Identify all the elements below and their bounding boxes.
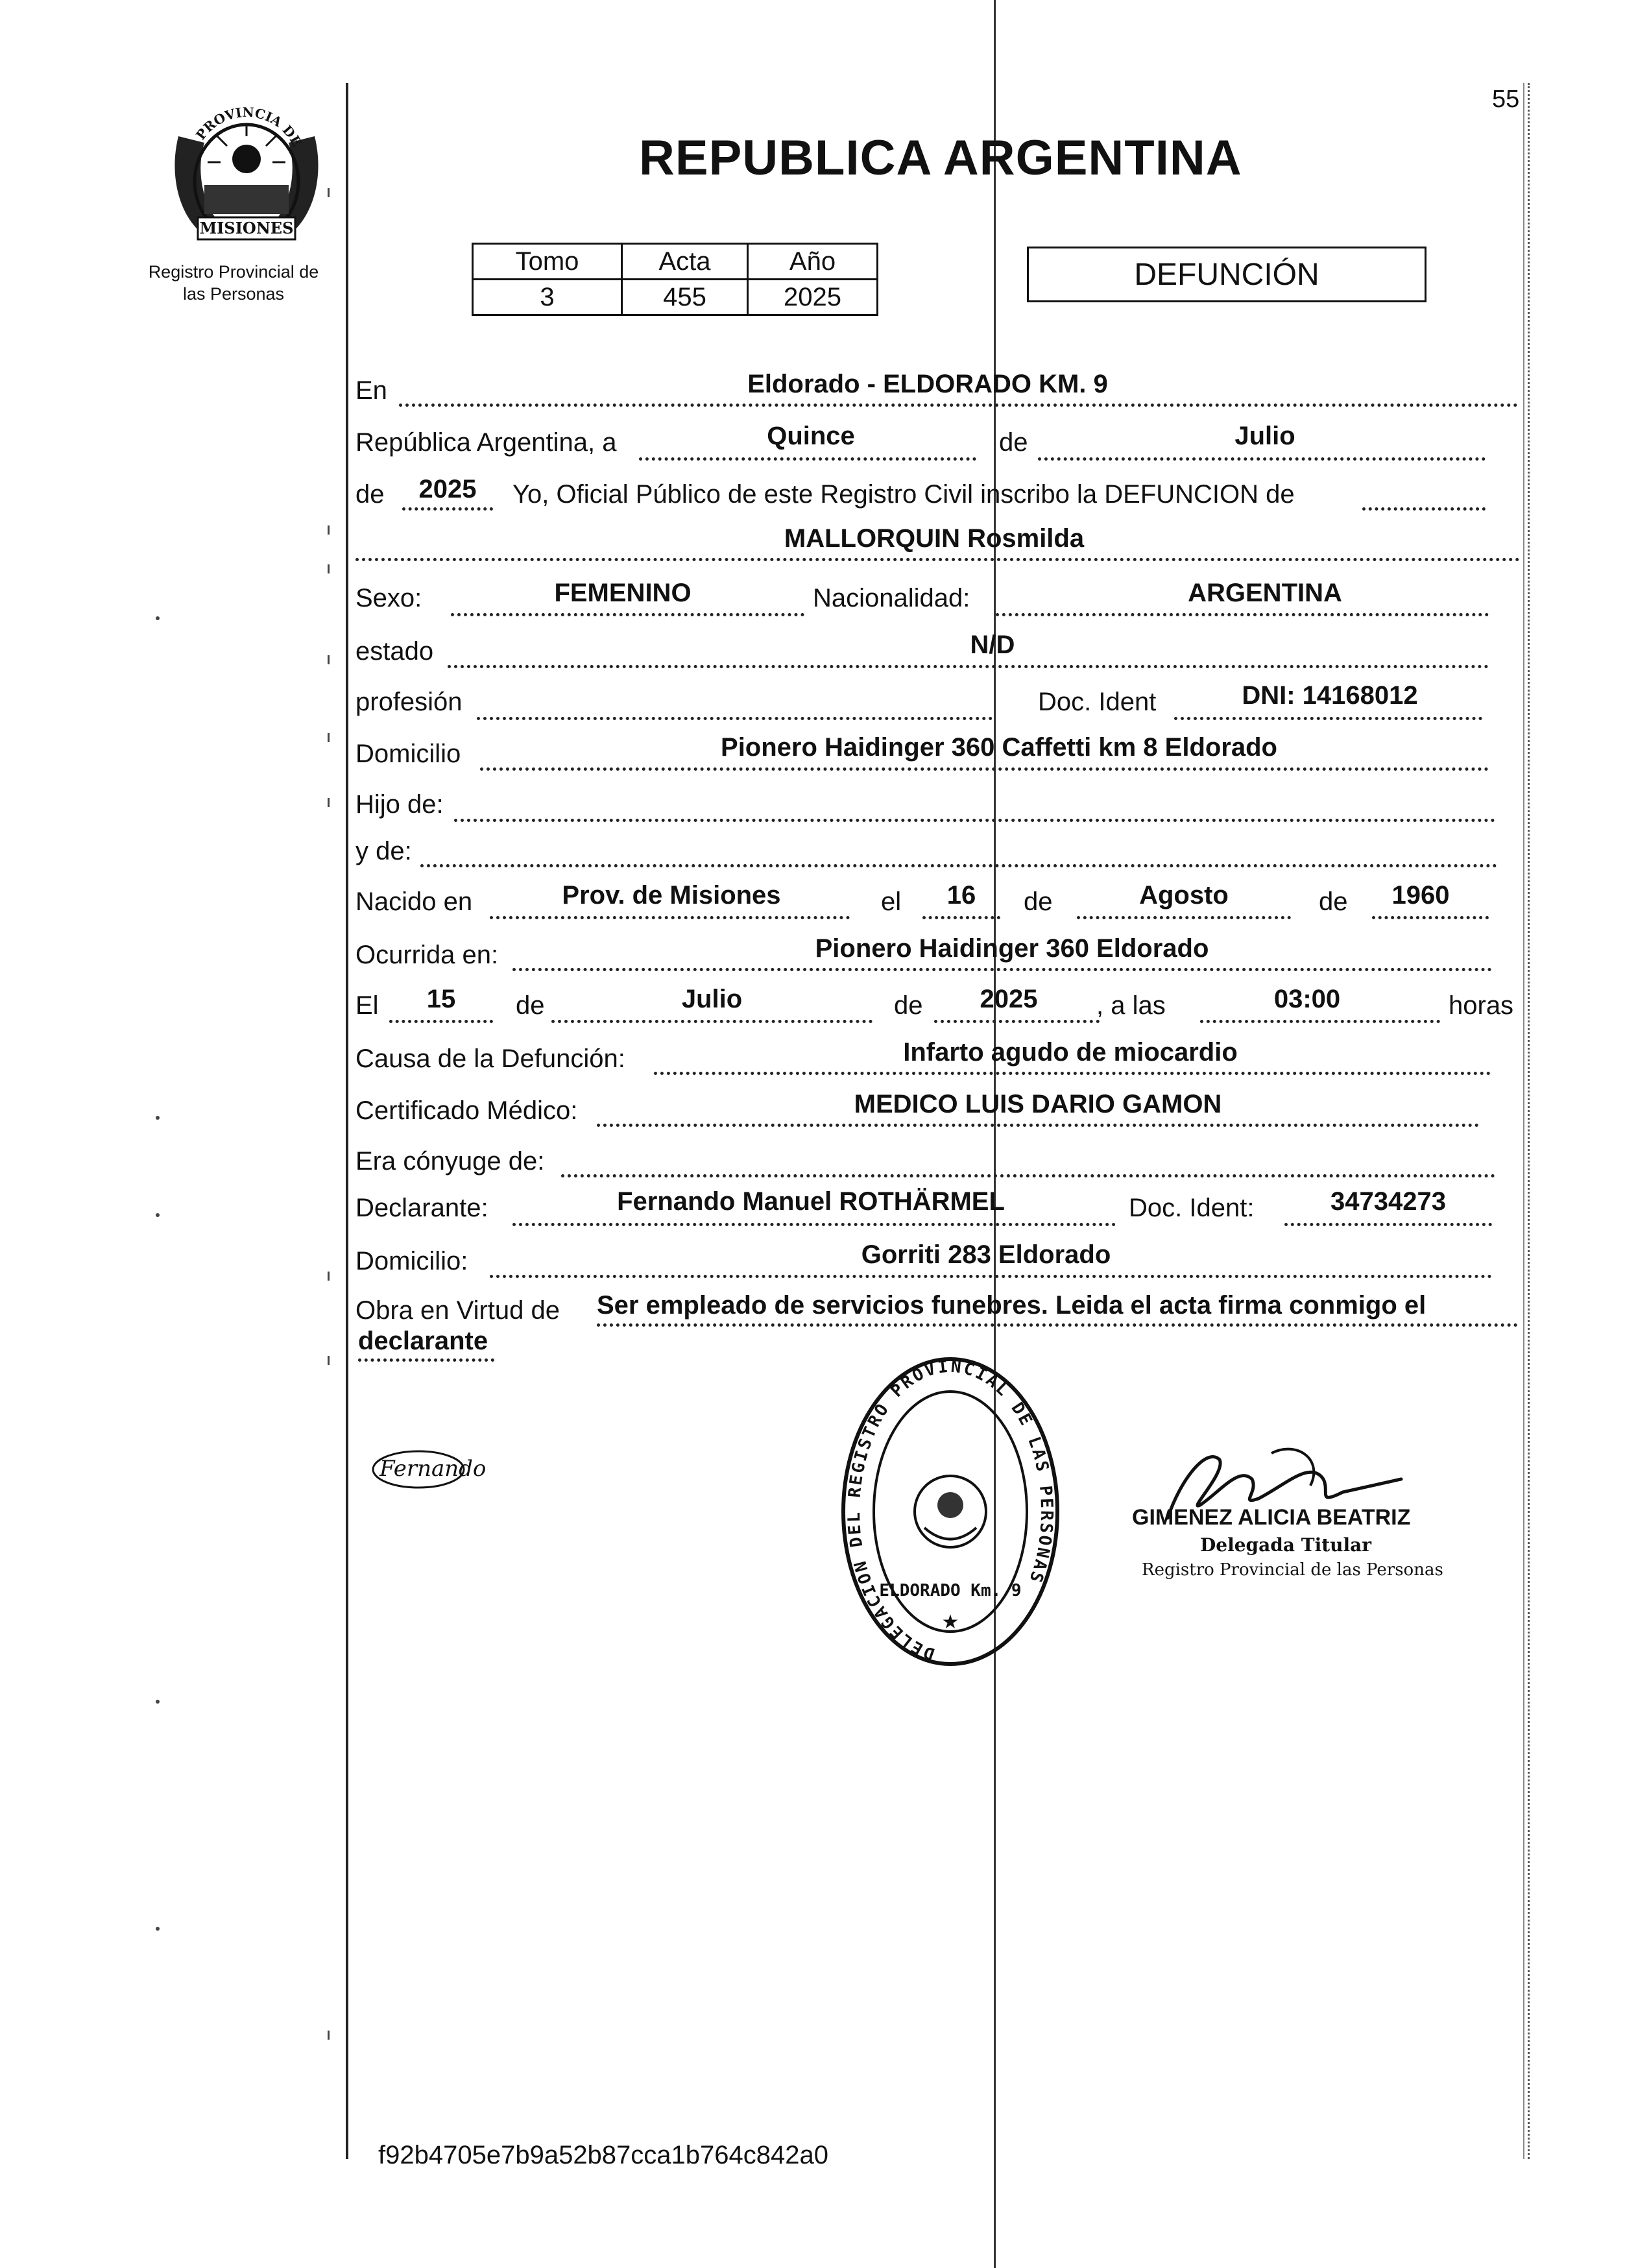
center-scan-line: [994, 0, 996, 2268]
death-day-value: 15: [426, 985, 456, 1013]
anio-value: 2025: [748, 280, 878, 315]
republica-label: República Argentina, a: [355, 428, 617, 457]
el-label: El: [355, 991, 379, 1020]
conyuge-label: Era cónyuge de:: [355, 1147, 545, 1176]
dotted-line: [451, 613, 804, 616]
death-year-value: 2025: [980, 985, 1038, 1013]
nacionalidad-value: ARGENTINA: [1188, 579, 1342, 607]
country-title: REPUBLICA ARGENTINA: [639, 130, 1242, 186]
margin-tick: [328, 2031, 330, 2040]
declarante-doc-value: 34734273: [1330, 1187, 1446, 1216]
deceased-name-value: MALLORQUIN Rosmilda: [784, 524, 1085, 553]
de-label: de: [1024, 887, 1053, 916]
ocurrida-label: Ocurrida en:: [355, 941, 499, 969]
right-margin-rule: [1523, 83, 1524, 2159]
dotted-line: [1200, 1020, 1440, 1023]
acta-header: Acta: [622, 244, 748, 280]
dotted-line: [454, 819, 1495, 822]
sexo-label: Sexo:: [355, 584, 422, 612]
dotted-line: [402, 507, 493, 511]
page-number: 55: [1492, 86, 1520, 113]
birthplace-value: Prov. de Misiones: [562, 881, 781, 910]
domicilio-label: Domicilio:: [355, 1247, 468, 1275]
margin-tick: [328, 525, 330, 535]
right-margin-dotted-rule: [1528, 83, 1530, 2159]
record-type-box: DEFUNCIÓN: [1027, 247, 1426, 302]
year-value: 2025: [418, 475, 477, 503]
de-label: de: [894, 991, 923, 1020]
dotted-line: [477, 717, 993, 720]
dotted-line: [551, 1020, 873, 1023]
en-label: En: [355, 376, 387, 405]
month-value: Julio: [1234, 422, 1295, 450]
obra-label: Obra en Virtud de: [355, 1296, 560, 1325]
certificado-label: Certificado Médico:: [355, 1096, 578, 1125]
dotted-line: [561, 1174, 1495, 1177]
de-label: de: [1319, 887, 1348, 916]
doc-ident-label: Doc. Ident:: [1129, 1194, 1255, 1222]
nacido-label: Nacido en: [355, 887, 473, 916]
scan-dot: [156, 1700, 160, 1704]
hijo-de-label: Hijo de:: [355, 790, 444, 819]
profesion-label: profesión: [355, 688, 463, 716]
dotted-line: [1174, 717, 1482, 720]
el-label: el: [881, 887, 902, 916]
svg-text:★: ★: [941, 1611, 959, 1633]
margin-tick: [328, 1356, 330, 1365]
place-value: Eldorado - ELDORADO KM. 9: [747, 370, 1108, 398]
oficial-text: Yo, Oficial Público de este Registro Civil inscribo la DEFUNCION de: [512, 480, 1295, 509]
dotted-line: [490, 916, 850, 919]
day-words-value: Quince: [767, 422, 855, 450]
doc-ident-value: DNI: 14168012: [1242, 681, 1418, 710]
de-label: de: [999, 428, 1028, 457]
causa-value: Infarto agudo de miocardio: [903, 1038, 1238, 1067]
y-de-label: y de:: [355, 837, 412, 865]
official-role: Delegada Titular: [1200, 1534, 1372, 1556]
dotted-line: [399, 404, 1518, 407]
margin-tick: [328, 188, 330, 197]
obra-value-line1: Ser empleado de servicios funebres. Leida el acta firma conmigo el: [597, 1291, 1426, 1320]
domicilio-label: Domicilio: [355, 740, 461, 768]
dotted-line: [1362, 507, 1486, 511]
tomo-header: Tomo: [473, 244, 622, 280]
ocurrida-value: Pionero Haidinger 360 Eldorado: [815, 934, 1209, 963]
causa-label: Causa de la Defunción:: [355, 1044, 625, 1073]
certificado-value: MEDICO LUIS DARIO GAMON: [854, 1090, 1222, 1118]
svg-text:ELDORADO Km. 9: ELDORADO Km. 9: [879, 1581, 1022, 1600]
record-id-table: [472, 243, 878, 316]
margin-tick: [328, 798, 330, 807]
dotted-line: [512, 968, 1492, 971]
estado-value: N/D: [970, 631, 1015, 659]
death-month-value: Julio: [681, 985, 743, 1013]
birth-year-value: 1960: [1391, 881, 1450, 910]
estado-label: estado: [355, 637, 434, 666]
sexo-value: FEMENINO: [554, 579, 692, 607]
scan-dot: [156, 1116, 160, 1120]
dotted-line: [1372, 916, 1489, 919]
domicilio-value: Pionero Haidinger 360 Caffetti km 8 Eldorado: [721, 733, 1277, 762]
declarante-label: Declarante:: [355, 1194, 488, 1222]
svg-text:MISIONES: MISIONES: [199, 219, 294, 237]
nacionalidad-label: Nacionalidad:: [813, 584, 970, 612]
declarante-value: Fernando Manuel ROTHÄRMEL: [617, 1187, 1005, 1216]
margin-tick: [328, 655, 330, 664]
dotted-line: [1284, 1223, 1492, 1226]
horas-label: horas: [1449, 991, 1514, 1020]
birth-month-value: Agosto: [1139, 881, 1229, 910]
dotted-line: [597, 1323, 1518, 1327]
dotted-line: [358, 1358, 494, 1362]
provincial-coat-of-arms-icon: [165, 97, 328, 253]
dotted-line: [490, 1275, 1492, 1278]
official-seal-icon: [837, 1349, 1064, 1674]
dotted-line: [934, 1020, 1100, 1023]
dotted-line: [512, 1223, 1116, 1226]
scan-dot: [156, 616, 160, 620]
a-las-label: , a las: [1096, 991, 1166, 1020]
dotted-line: [1038, 457, 1486, 461]
document-hash: f92b4705e7b9a52b87cca1b764c842a0: [378, 2141, 829, 2169]
dotted-line: [448, 665, 1489, 668]
svg-text:PROVINCIA DE: PROVINCIA DE: [193, 104, 305, 149]
dotted-line: [996, 613, 1489, 616]
dotted-line: [597, 1124, 1479, 1127]
declarant-signature: [363, 1437, 493, 1495]
dotted-line: [389, 1020, 493, 1023]
dotted-line: [480, 767, 1489, 771]
dotted-line: [355, 558, 1520, 561]
registry-name: Registro Provincial de las Personas: [148, 262, 319, 304]
de-label: de: [355, 480, 385, 509]
svg-text:Fernando: Fernando: [379, 1456, 487, 1482]
margin-tick: [328, 564, 330, 573]
birth-day-value: 16: [946, 881, 976, 910]
declarante-domicilio-value: Gorriti 283 Eldorado: [861, 1240, 1111, 1269]
anio-header: Año: [748, 244, 878, 280]
dotted-line: [922, 916, 1000, 919]
tomo-value: 3: [473, 280, 622, 315]
dotted-line: [1077, 916, 1291, 919]
de-label: de: [516, 991, 545, 1020]
svg-text:DELEGACION DEL REGISTRO PROVIN: DELEGACION DEL REGISTRO PROVINCIAL DE LAS PERSONAS: [844, 1357, 1057, 1664]
official-name: GIMENEZ ALICIA BEATRIZ: [1132, 1505, 1411, 1530]
acta-value: 455: [622, 280, 748, 315]
obra-value-line2: declarante: [358, 1327, 488, 1355]
scan-dot: [156, 1927, 160, 1931]
dotted-line: [420, 864, 1497, 867]
death-time-value: 03:00: [1273, 985, 1341, 1013]
doc-ident-label: Doc. Ident: [1038, 688, 1157, 716]
scan-dot: [156, 1213, 160, 1217]
dotted-line: [639, 457, 976, 461]
margin-tick: [328, 1272, 330, 1281]
left-margin-rule: [346, 83, 348, 2159]
official-org: Registro Provincial de las Personas: [1142, 1560, 1443, 1580]
dotted-line: [654, 1072, 1491, 1075]
margin-tick: [328, 733, 330, 742]
